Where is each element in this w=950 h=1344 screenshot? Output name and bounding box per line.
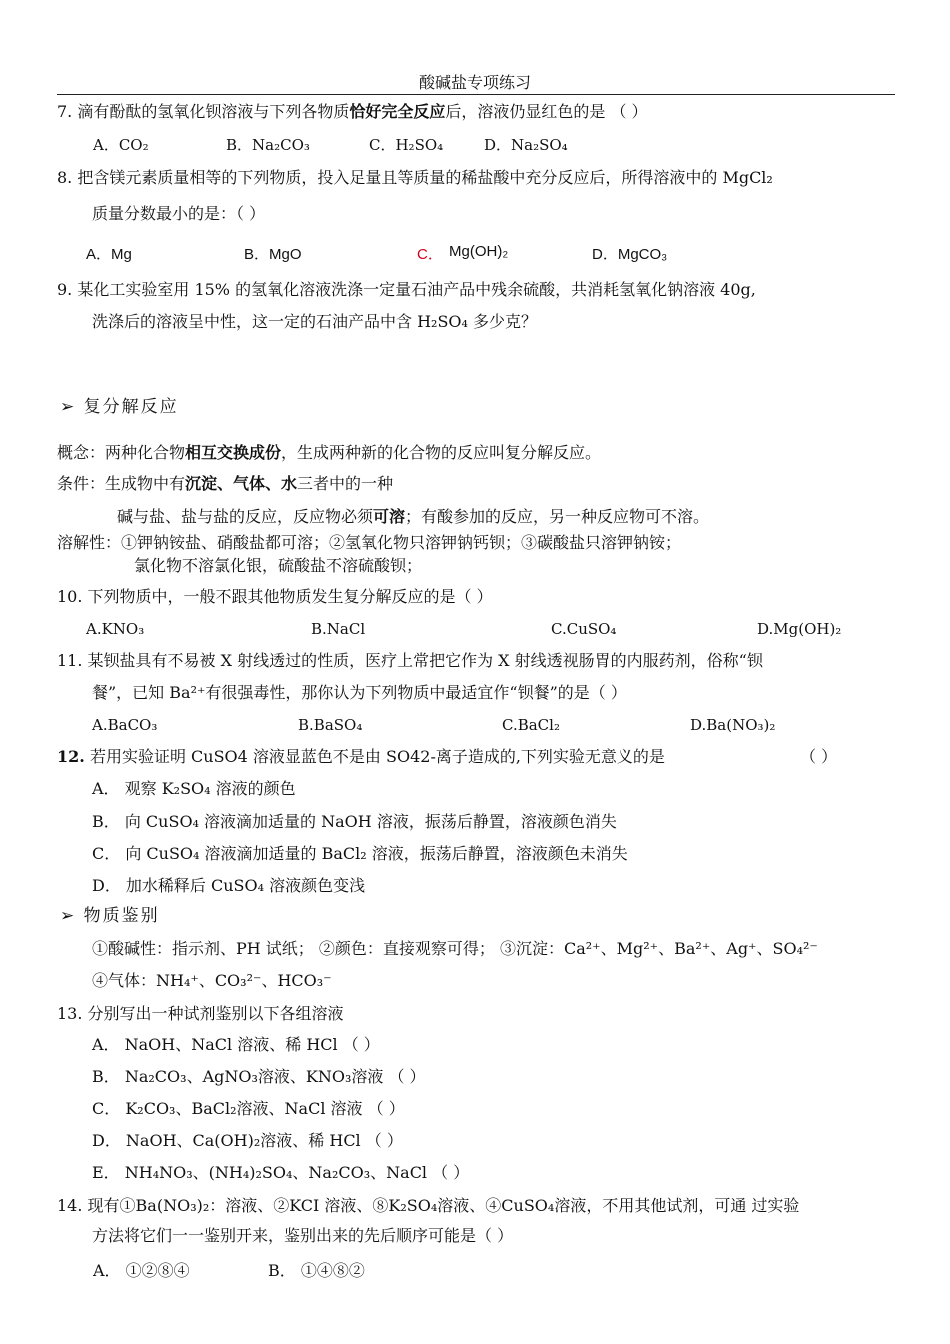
- q12-text: 若用实验证明 CuSO4 溶液显蓝色不是由 SO42-离子造成的,下列实验无意义的是: [89, 747, 665, 766]
- question-11-line2: 餐”，已知 Ba²⁺有很强毒性，那你认为下列物质中最适宜作“钡餐”的是（ ）: [92, 683, 627, 702]
- q7-option-a: A．CO₂: [93, 136, 149, 154]
- header-rule: [57, 94, 895, 95]
- q10-option-a: A.KNO₃: [86, 620, 145, 638]
- condition-2-line: [117, 507, 709, 527]
- concept-line: [57, 443, 601, 463]
- cond2-a: 碱与盐、盐与盐的反应，反应物必须: [117, 507, 374, 526]
- q11-option-a: A.BaCO₃: [92, 716, 158, 734]
- q12-option-d: D． 加水稀释后 CuSO₄ 溶液颜色变浅: [92, 876, 366, 895]
- q8-option-c-label: C．: [417, 246, 443, 263]
- q13-option-e: E． NH₄NO₃、(NH₄)₂SO₄、Na₂CO₃、NaCl （ ）: [92, 1163, 470, 1182]
- q13-option-d: D． NaOH、Ca(OH)₂溶液、稀 HCl （ ）: [92, 1131, 403, 1150]
- question-12: [57, 747, 665, 767]
- q14-option-a: A． ①②⑧④: [93, 1261, 190, 1280]
- identification-line1: ①酸碱性：指示剂、PH 试纸； ②颜色：直接观察可得； ③沉淀：Ca²⁺、Mg²⁺、Ba²⁺、Ag⁺、SO₄²⁻: [92, 939, 818, 958]
- question-10: 10. 下列物质中，一般不跟其他物质发生复分解反应的是（ ）: [57, 587, 493, 606]
- question-8-line1: 8. 把含镁元素质量相等的下列物质，投入足量且等质量的稀盐酸中充分反应后，所得溶液中的 MgCl₂: [57, 168, 773, 187]
- condition-line: [57, 474, 393, 494]
- q11-option-c: C.BaCl₂: [502, 716, 560, 734]
- q7-emphasis: 恰好完全反应: [349, 102, 446, 121]
- q7-option-c: C．H₂SO₄: [369, 136, 444, 154]
- concept-b: ，生成两种新的化合物的反应叫复分解反应。: [281, 443, 602, 462]
- q11-option-b: B.BaSO₄: [298, 716, 363, 734]
- question-9-line1: 9. 某化工实验室用 15% 的氢氧化溶液洗涤一定量石油产品中残余硫酸，共消耗氢氧化钠溶液 40g,: [57, 280, 756, 299]
- q12-number: 12.: [57, 747, 85, 766]
- question-11-line1: 11. 某钡盐具有不易被 X 射线透过的性质，医疗上常把它作为 X 射线透视肠胃的内服药剂，俗称“钡: [57, 651, 763, 670]
- q12-option-a: A． 观察 K₂SO₄ 溶液的颜色: [92, 779, 296, 798]
- q7-option-d: D．Na₂SO₄: [484, 136, 568, 154]
- q13-option-b: B． Na₂CO₃、AgNO₃溶液、KNO₃溶液 （ ）: [92, 1067, 426, 1086]
- q8-option-d: D．MgCO₃: [592, 246, 668, 263]
- question-7: [57, 102, 648, 122]
- cond2-bold: 可溶: [373, 507, 406, 526]
- q10-option-b: B.NaCl: [311, 620, 366, 638]
- question-14-line1: 14. 现有①Ba(NO₃)₂：溶液、②KCI 溶液、⑧K₂SO₄溶液、④CuSO₄溶液，不用其他试剂，可通 过实验: [57, 1196, 800, 1215]
- q10-option-d: D.Mg(OH)₂: [757, 620, 842, 638]
- condition-a: 条件：生成物中有: [57, 474, 186, 493]
- q12-option-c: C． 向 CuSO₄ 溶液滴加适量的 BaCl₂ 溶液，振荡后静置，溶液颜色未消失: [92, 844, 628, 863]
- identification-line2: ④气体：NH₄⁺、CO₃²⁻、HCO₃⁻: [92, 971, 332, 990]
- q10-option-c: C.CuSO₄: [551, 620, 617, 638]
- cond2-b: ；有酸参加的反应，另一种反应物可不溶。: [405, 507, 710, 526]
- q7-text-b: 后，溶液仍显红色的是 （ ）: [445, 102, 648, 121]
- question-14-line2: 方法将它们一一鉴别开来，鉴别出来的先后顺序可能是（ ）: [92, 1226, 514, 1245]
- section-double-decomposition: ➢ 复分解反应: [60, 397, 179, 417]
- question-8-line2: 质量分数最小的是：（ ）: [92, 204, 266, 223]
- q12-answer-paren: （ ）: [800, 747, 838, 766]
- q7-option-b: B．Na₂CO₃: [226, 136, 310, 154]
- q12-option-b: B． 向 CuSO₄ 溶液滴加适量的 NaOH 溶液，振荡后静置，溶液颜色消失: [92, 812, 617, 831]
- solubility-line2: 氯化物不溶氯化银，硫酸盐不溶硫酸钡；: [134, 556, 423, 575]
- q13-option-a: A． NaOH、NaCl 溶液、稀 HCl （ ）: [92, 1035, 380, 1054]
- concept-a: 概念：两种化合物: [57, 443, 186, 462]
- solubility-line1: 溶解性：①钾钠铵盐、硝酸盐都可溶；②氢氧化物只溶钾钠钙钡；③碳酸盐只溶钾钠铵；: [57, 533, 682, 552]
- q13-option-c: C． K₂CO₃、BaCl₂溶液、NaCl 溶液 （ ）: [92, 1099, 405, 1118]
- q8-option-c-formula: Mg(OH)₂: [449, 243, 509, 260]
- concept-bold: 相互交换成份: [185, 443, 282, 462]
- condition-b: 三者中的一种: [297, 474, 394, 493]
- question-9-line2: 洗涤后的溶液呈中性，这一定的石油产品中含 H₂SO₄ 多少克？: [92, 312, 538, 331]
- q8-option-b: B．MgO: [244, 246, 302, 263]
- section-substance-identification: ➢ 物质鉴别: [60, 906, 160, 926]
- condition-bold: 沉淀、气体、水: [185, 474, 298, 493]
- q7-text-a: 7. 滴有酚酞的氢氧化钡溶液与下列各物质: [57, 102, 350, 121]
- question-13: 13. 分别写出一种试剂鉴别以下各组溶液: [57, 1004, 344, 1023]
- q11-option-d: D.Ba(NO₃)₂: [690, 716, 776, 734]
- q14-option-b: B． ①④⑧②: [268, 1261, 365, 1280]
- page-header: 酸碱盐专项练习: [418, 73, 531, 92]
- q8-option-a: A．Mg: [86, 246, 132, 263]
